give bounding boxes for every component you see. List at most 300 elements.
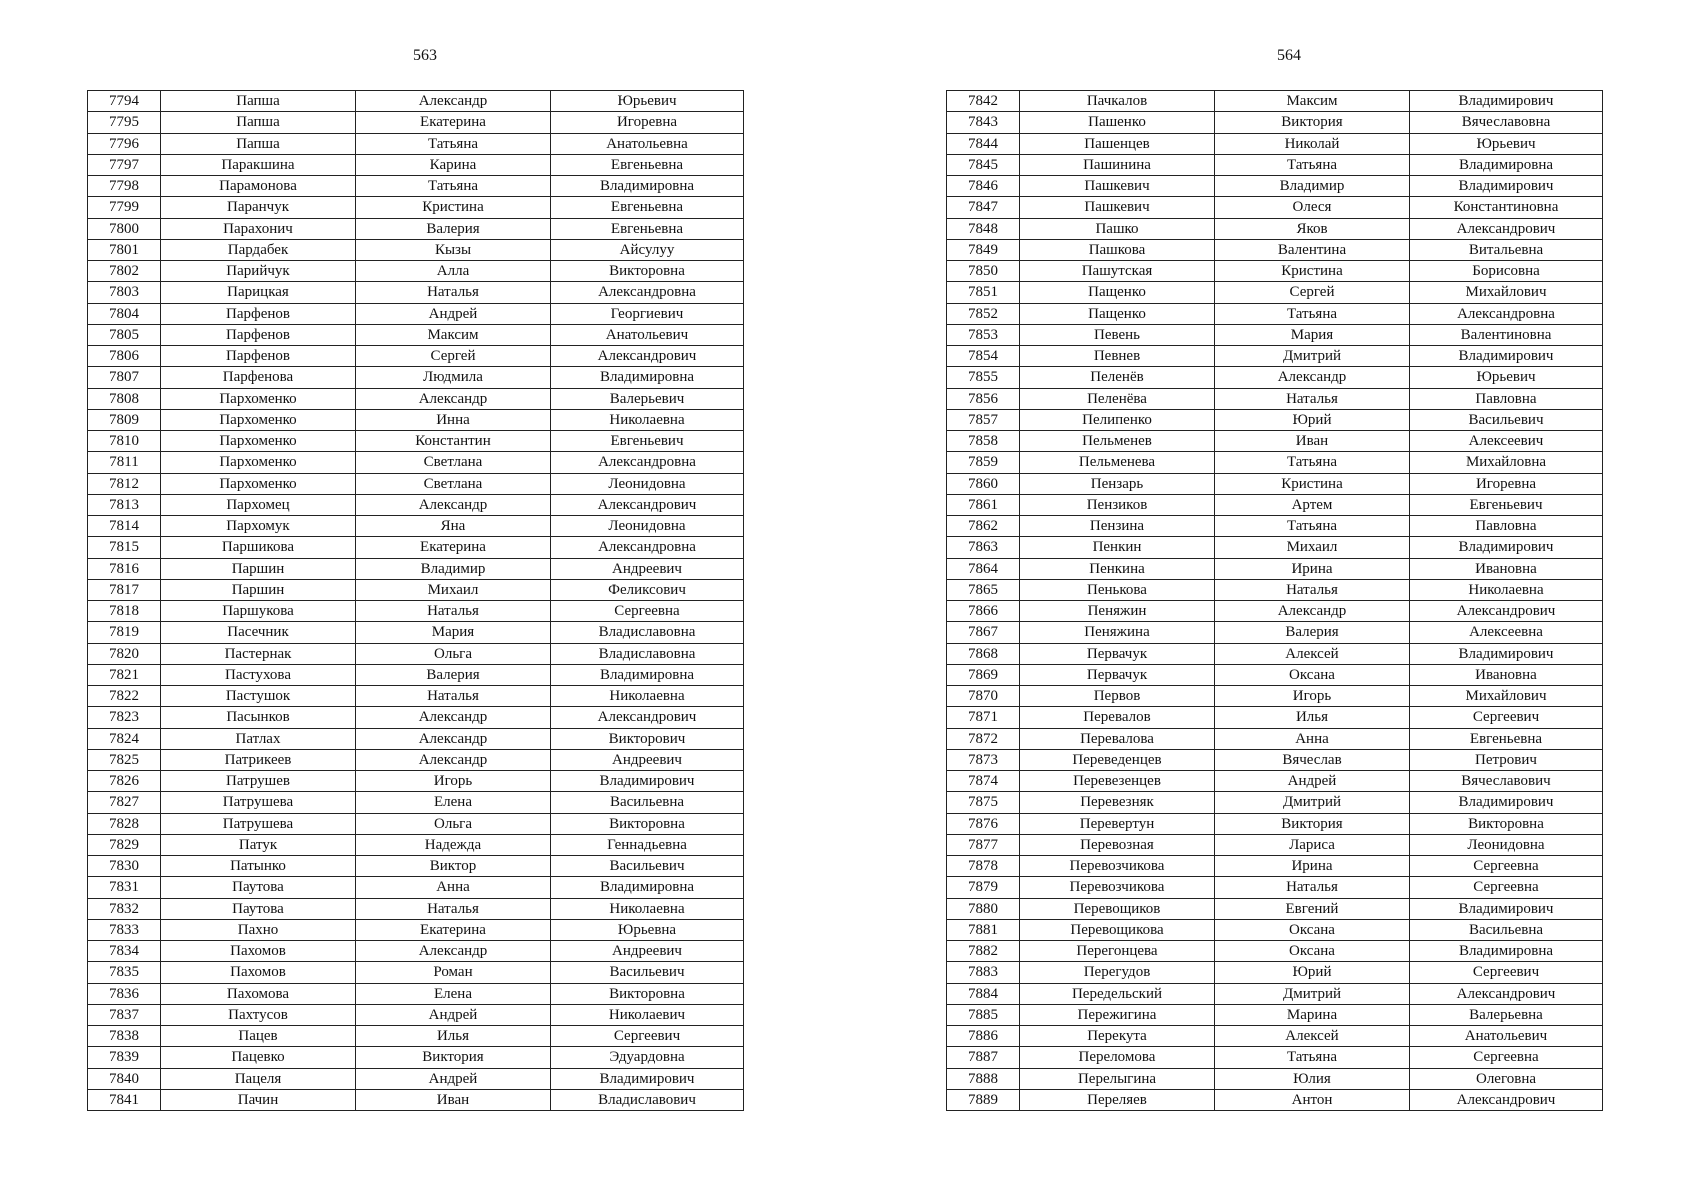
first-name-cell: Ольга <box>356 643 551 664</box>
row-number-cell: 7872 <box>947 728 1020 749</box>
row-number-cell: 7823 <box>88 707 161 728</box>
table-row <box>947 792 1603 813</box>
first-name-cell: Дмитрий <box>1215 346 1410 367</box>
patronymic-cell: Владимировна <box>551 664 744 685</box>
surname-cell: Парамонова <box>161 176 356 197</box>
surname-cell: Перевертун <box>1020 813 1215 834</box>
surname-cell: Парфенов <box>161 324 356 345</box>
first-name-cell: Кызы <box>356 239 551 260</box>
row-number-cell: 7856 <box>947 388 1020 409</box>
row-number-cell: 7829 <box>88 834 161 855</box>
surname-cell: Пацеля <box>161 1068 356 1089</box>
patronymic-cell: Николаевна <box>551 686 744 707</box>
surname-cell: Пархомук <box>161 516 356 537</box>
surname-cell: Перегонцева <box>1020 941 1215 962</box>
surname-cell: Перевозная <box>1020 834 1215 855</box>
row-number-cell: 7834 <box>88 941 161 962</box>
surname-cell: Паршикова <box>161 537 356 558</box>
surname-cell: Пашкова <box>1020 239 1215 260</box>
surname-cell: Пензина <box>1020 516 1215 537</box>
row-number-cell: 7817 <box>88 579 161 600</box>
table-row <box>947 813 1603 834</box>
surname-cell: Пащенко <box>1020 282 1215 303</box>
first-name-cell: Анна <box>356 877 551 898</box>
patronymic-cell: Евгеньевич <box>1410 494 1603 515</box>
patronymic-cell: Константиновна <box>1410 197 1603 218</box>
patronymic-cell: Владимировна <box>1410 154 1603 175</box>
row-number-cell: 7800 <box>88 218 161 239</box>
first-name-cell: Сергей <box>356 346 551 367</box>
patronymic-cell: Николаевна <box>1410 579 1603 600</box>
first-name-cell: Алексей <box>1215 1026 1410 1047</box>
table-row <box>947 367 1603 388</box>
patronymic-cell: Юрьевич <box>1410 367 1603 388</box>
patronymic-cell: Владимирович <box>1410 91 1603 112</box>
table-row <box>88 558 744 579</box>
first-name-cell: Елена <box>356 792 551 813</box>
table-row <box>947 983 1603 1004</box>
table-row <box>88 771 744 792</box>
row-number-cell: 7816 <box>88 558 161 579</box>
row-number-cell: 7840 <box>88 1068 161 1089</box>
surname-cell: Пачин <box>161 1089 356 1110</box>
row-number-cell: 7806 <box>88 346 161 367</box>
table-row <box>88 898 744 919</box>
surname-cell: Пельменев <box>1020 431 1215 452</box>
table-row <box>947 771 1603 792</box>
first-name-cell: Яна <box>356 516 551 537</box>
surname-cell: Паршин <box>161 558 356 579</box>
table-row <box>947 558 1603 579</box>
table-row <box>947 622 1603 643</box>
row-number-cell: 7843 <box>947 112 1020 133</box>
patronymic-cell: Павловна <box>1410 388 1603 409</box>
table-row <box>947 1004 1603 1025</box>
patronymic-cell: Олеговна <box>1410 1068 1603 1089</box>
row-number-cell: 7802 <box>88 261 161 282</box>
row-number-cell: 7837 <box>88 1004 161 1025</box>
patronymic-cell: Викторовна <box>551 813 744 834</box>
row-number-cell: 7887 <box>947 1047 1020 1068</box>
first-name-cell: Игорь <box>1215 686 1410 707</box>
surname-cell: Пацев <box>161 1026 356 1047</box>
patronymic-cell: Викторович <box>551 728 744 749</box>
first-name-cell: Татьяна <box>356 133 551 154</box>
surname-cell: Пахно <box>161 919 356 940</box>
surname-cell: Паутова <box>161 898 356 919</box>
first-name-cell: Светлана <box>356 473 551 494</box>
table-row <box>947 856 1603 877</box>
table-row <box>88 601 744 622</box>
row-number-cell: 7869 <box>947 664 1020 685</box>
patronymic-cell: Сергеевич <box>1410 962 1603 983</box>
patronymic-cell: Александрович <box>1410 601 1603 622</box>
patronymic-cell: Сергеевна <box>1410 1047 1603 1068</box>
patronymic-cell: Владимирович <box>1410 176 1603 197</box>
patronymic-cell: Сергеевич <box>1410 707 1603 728</box>
surname-cell: Пашинина <box>1020 154 1215 175</box>
row-number-cell: 7884 <box>947 983 1020 1004</box>
first-name-cell: Дмитрий <box>1215 792 1410 813</box>
patronymic-cell: Васильевна <box>551 792 744 813</box>
row-number-cell: 7874 <box>947 771 1020 792</box>
row-number-cell: 7859 <box>947 452 1020 473</box>
surname-cell: Папша <box>161 133 356 154</box>
row-number-cell: 7828 <box>88 813 161 834</box>
first-name-cell: Валерия <box>356 218 551 239</box>
first-name-cell: Максим <box>1215 91 1410 112</box>
table-row <box>88 282 744 303</box>
patronymic-cell: Анатольевич <box>551 324 744 345</box>
surname-cell: Патлах <box>161 728 356 749</box>
row-number-cell: 7822 <box>88 686 161 707</box>
roster-table <box>87 90 744 1111</box>
surname-cell: Перевезняк <box>1020 792 1215 813</box>
first-name-cell: Олеся <box>1215 197 1410 218</box>
table-row <box>88 579 744 600</box>
table-row <box>88 622 744 643</box>
patronymic-cell: Айсулуу <box>551 239 744 260</box>
patronymic-cell: Александрович <box>1410 1089 1603 1110</box>
surname-cell: Пенькова <box>1020 579 1215 600</box>
patronymic-cell: Александрович <box>551 707 744 728</box>
surname-cell: Пашкевич <box>1020 176 1215 197</box>
patronymic-cell: Васильевна <box>1410 919 1603 940</box>
surname-cell: Пахтусов <box>161 1004 356 1025</box>
patronymic-cell: Юрьевич <box>551 91 744 112</box>
row-number-cell: 7882 <box>947 941 1020 962</box>
patronymic-cell: Александрович <box>1410 218 1603 239</box>
patronymic-cell: Александрович <box>551 494 744 515</box>
surname-cell: Пащенко <box>1020 303 1215 324</box>
table-row <box>88 409 744 430</box>
surname-cell: Патрушева <box>161 792 356 813</box>
patronymic-cell: Васильевич <box>1410 409 1603 430</box>
first-name-cell: Артем <box>1215 494 1410 515</box>
first-name-cell: Наталья <box>1215 877 1410 898</box>
first-name-cell: Оксана <box>1215 664 1410 685</box>
first-name-cell: Марина <box>1215 1004 1410 1025</box>
patronymic-cell: Павловна <box>1410 516 1603 537</box>
row-number-cell: 7850 <box>947 261 1020 282</box>
surname-cell: Первачук <box>1020 643 1215 664</box>
surname-cell: Пашко <box>1020 218 1215 239</box>
surname-cell: Пархоменко <box>161 431 356 452</box>
table-row <box>947 218 1603 239</box>
table-row <box>947 941 1603 962</box>
row-number-cell: 7836 <box>88 983 161 1004</box>
table-row <box>88 154 744 175</box>
surname-cell: Перекута <box>1020 1026 1215 1047</box>
first-name-cell: Наталья <box>356 601 551 622</box>
row-number-cell: 7810 <box>88 431 161 452</box>
patronymic-cell: Викторовна <box>1410 813 1603 834</box>
surname-cell: Перевалов <box>1020 707 1215 728</box>
row-number-cell: 7855 <box>947 367 1020 388</box>
table-row <box>947 1068 1603 1089</box>
table-row <box>88 516 744 537</box>
patronymic-cell: Валерьевич <box>551 388 744 409</box>
table-row <box>947 1089 1603 1110</box>
surname-cell: Патук <box>161 834 356 855</box>
table-row <box>88 813 744 834</box>
first-name-cell: Светлана <box>356 452 551 473</box>
table-row <box>88 494 744 515</box>
first-name-cell: Виктор <box>356 856 551 877</box>
surname-cell: Пелипенко <box>1020 409 1215 430</box>
first-name-cell: Андрей <box>356 303 551 324</box>
row-number-cell: 7821 <box>88 664 161 685</box>
row-number-cell: 7876 <box>947 813 1020 834</box>
surname-cell: Парийчук <box>161 261 356 282</box>
row-number-cell: 7866 <box>947 601 1020 622</box>
patronymic-cell: Валентиновна <box>1410 324 1603 345</box>
surname-cell: Пастушок <box>161 686 356 707</box>
first-name-cell: Владимир <box>356 558 551 579</box>
row-number-cell: 7835 <box>88 962 161 983</box>
patronymic-cell: Борисовна <box>1410 261 1603 282</box>
row-number-cell: 7812 <box>88 473 161 494</box>
surname-cell: Пеняжин <box>1020 601 1215 622</box>
first-name-cell: Екатерина <box>356 919 551 940</box>
row-number-cell: 7819 <box>88 622 161 643</box>
first-name-cell: Алексей <box>1215 643 1410 664</box>
row-number-cell: 7881 <box>947 919 1020 940</box>
first-name-cell: Валентина <box>1215 239 1410 260</box>
table-row <box>88 919 744 940</box>
row-number-cell: 7801 <box>88 239 161 260</box>
surname-cell: Перегудов <box>1020 962 1215 983</box>
first-name-cell: Александр <box>1215 601 1410 622</box>
surname-cell: Пеленёв <box>1020 367 1215 388</box>
surname-cell: Пархоменко <box>161 409 356 430</box>
first-name-cell: Валерия <box>1215 622 1410 643</box>
first-name-cell: Александр <box>1215 367 1410 388</box>
table-row <box>88 346 744 367</box>
page-number: 564 <box>1277 47 1301 64</box>
first-name-cell: Иван <box>1215 431 1410 452</box>
surname-cell: Парицкая <box>161 282 356 303</box>
table-row <box>947 664 1603 685</box>
row-number-cell: 7875 <box>947 792 1020 813</box>
table-row <box>947 133 1603 154</box>
row-number-cell: 7797 <box>88 154 161 175</box>
row-number-cell: 7883 <box>947 962 1020 983</box>
surname-cell: Перевощиков <box>1020 898 1215 919</box>
row-number-cell: 7862 <box>947 516 1020 537</box>
first-name-cell: Юрий <box>1215 962 1410 983</box>
surname-cell: Пастухова <box>161 664 356 685</box>
first-name-cell: Оксана <box>1215 919 1410 940</box>
table-row <box>88 728 744 749</box>
table-row <box>947 1026 1603 1047</box>
surname-cell: Пархоменко <box>161 452 356 473</box>
patronymic-cell: Евгеньевна <box>551 154 744 175</box>
row-number-cell: 7880 <box>947 898 1020 919</box>
patronymic-cell: Владимировна <box>551 367 744 388</box>
row-number-cell: 7820 <box>88 643 161 664</box>
row-number-cell: 7796 <box>88 133 161 154</box>
row-number-cell: 7818 <box>88 601 161 622</box>
table-row <box>88 1026 744 1047</box>
surname-cell: Первов <box>1020 686 1215 707</box>
row-number-cell: 7825 <box>88 749 161 770</box>
table-row <box>88 388 744 409</box>
first-name-cell: Андрей <box>1215 771 1410 792</box>
first-name-cell: Лариса <box>1215 834 1410 855</box>
patronymic-cell: Александровна <box>1410 303 1603 324</box>
table-row <box>88 261 744 282</box>
row-number-cell: 7842 <box>947 91 1020 112</box>
row-number-cell: 7845 <box>947 154 1020 175</box>
table-row <box>947 537 1603 558</box>
table-row <box>947 962 1603 983</box>
row-number-cell: 7852 <box>947 303 1020 324</box>
patronymic-cell: Андреевич <box>551 941 744 962</box>
first-name-cell: Александр <box>356 941 551 962</box>
table-row <box>947 834 1603 855</box>
patronymic-cell: Игоревна <box>1410 473 1603 494</box>
patronymic-cell: Феликсович <box>551 579 744 600</box>
roster-table <box>946 90 1603 1111</box>
table-row <box>947 409 1603 430</box>
row-number-cell: 7885 <box>947 1004 1020 1025</box>
row-number-cell: 7805 <box>88 324 161 345</box>
row-number-cell: 7795 <box>88 112 161 133</box>
table-row <box>88 473 744 494</box>
row-number-cell: 7847 <box>947 197 1020 218</box>
row-number-cell: 7886 <box>947 1026 1020 1047</box>
surname-cell: Пачкалов <box>1020 91 1215 112</box>
patronymic-cell: Георгиевич <box>551 303 744 324</box>
patronymic-cell: Александрович <box>1410 983 1603 1004</box>
patronymic-cell: Ивановна <box>1410 558 1603 579</box>
patronymic-cell: Евгеньевна <box>551 197 744 218</box>
first-name-cell: Наталья <box>356 686 551 707</box>
row-number-cell: 7844 <box>947 133 1020 154</box>
surname-cell: Паутова <box>161 877 356 898</box>
table-row <box>947 303 1603 324</box>
table-row <box>947 601 1603 622</box>
surname-cell: Первачук <box>1020 664 1215 685</box>
patronymic-cell: Владимирович <box>551 1068 744 1089</box>
row-number-cell: 7799 <box>88 197 161 218</box>
surname-cell: Пасечник <box>161 622 356 643</box>
surname-cell: Перевощикова <box>1020 919 1215 940</box>
surname-cell: Перевозчикова <box>1020 877 1215 898</box>
surname-cell: Перевалова <box>1020 728 1215 749</box>
row-number-cell: 7839 <box>88 1047 161 1068</box>
row-number-cell: 7848 <box>947 218 1020 239</box>
first-name-cell: Илья <box>356 1026 551 1047</box>
first-name-cell: Татьяна <box>1215 1047 1410 1068</box>
first-name-cell: Наталья <box>1215 579 1410 600</box>
first-name-cell: Ирина <box>1215 856 1410 877</box>
first-name-cell: Мария <box>1215 324 1410 345</box>
row-number-cell: 7809 <box>88 409 161 430</box>
table-row <box>88 133 744 154</box>
first-name-cell: Александр <box>356 388 551 409</box>
surname-cell: Пахомов <box>161 962 356 983</box>
roster-body <box>947 91 1603 1111</box>
patronymic-cell: Михайловна <box>1410 452 1603 473</box>
surname-cell: Пашенцев <box>1020 133 1215 154</box>
surname-cell: Пеленёва <box>1020 388 1215 409</box>
table-row <box>947 91 1603 112</box>
patronymic-cell: Сергеевна <box>1410 856 1603 877</box>
first-name-cell: Кристина <box>356 197 551 218</box>
table-row <box>947 1047 1603 1068</box>
patronymic-cell: Николаевна <box>551 409 744 430</box>
patronymic-cell: Евгеньевич <box>551 431 744 452</box>
surname-cell: Пензиков <box>1020 494 1215 515</box>
table-row <box>88 643 744 664</box>
table-row <box>947 239 1603 260</box>
surname-cell: Патрушев <box>161 771 356 792</box>
patronymic-cell: Эдуардовна <box>551 1047 744 1068</box>
patronymic-cell: Александровна <box>551 282 744 303</box>
table-row <box>88 303 744 324</box>
surname-cell: Патрушева <box>161 813 356 834</box>
surname-cell: Паршин <box>161 579 356 600</box>
row-number-cell: 7877 <box>947 834 1020 855</box>
surname-cell: Паракшина <box>161 154 356 175</box>
row-number-cell: 7838 <box>88 1026 161 1047</box>
surname-cell: Папша <box>161 112 356 133</box>
surname-cell: Передельский <box>1020 983 1215 1004</box>
patronymic-cell: Александровна <box>551 537 744 558</box>
patronymic-cell: Владимирович <box>1410 643 1603 664</box>
first-name-cell: Елена <box>356 983 551 1004</box>
table-row <box>88 367 744 388</box>
surname-cell: Переломова <box>1020 1047 1215 1068</box>
row-number-cell: 7798 <box>88 176 161 197</box>
row-number-cell: 7879 <box>947 877 1020 898</box>
row-number-cell: 7824 <box>88 728 161 749</box>
patronymic-cell: Евгеньевна <box>551 218 744 239</box>
table-row <box>947 452 1603 473</box>
surname-cell: Парфенова <box>161 367 356 388</box>
surname-cell: Перелыгина <box>1020 1068 1215 1089</box>
first-name-cell: Татьяна <box>1215 303 1410 324</box>
table-row <box>947 176 1603 197</box>
patronymic-cell: Андреевич <box>551 749 744 770</box>
table-row <box>947 431 1603 452</box>
table-row <box>88 452 744 473</box>
surname-cell: Пахомов <box>161 941 356 962</box>
row-number-cell: 7804 <box>88 303 161 324</box>
surname-cell: Пенкина <box>1020 558 1215 579</box>
surname-cell: Пельменева <box>1020 452 1215 473</box>
table-row <box>88 91 744 112</box>
table-row <box>947 877 1603 898</box>
surname-cell: Патынко <box>161 856 356 877</box>
patronymic-cell: Алексеевна <box>1410 622 1603 643</box>
first-name-cell: Виктория <box>1215 813 1410 834</box>
table-row <box>947 516 1603 537</box>
table-row <box>88 834 744 855</box>
table-row <box>947 749 1603 770</box>
first-name-cell: Александр <box>356 707 551 728</box>
row-number-cell: 7830 <box>88 856 161 877</box>
patronymic-cell: Андреевич <box>551 558 744 579</box>
first-name-cell: Оксана <box>1215 941 1410 962</box>
patronymic-cell: Ивановна <box>1410 664 1603 685</box>
patronymic-cell: Александровна <box>551 452 744 473</box>
first-name-cell: Дмитрий <box>1215 983 1410 1004</box>
first-name-cell: Юлия <box>1215 1068 1410 1089</box>
first-name-cell: Татьяна <box>1215 516 1410 537</box>
